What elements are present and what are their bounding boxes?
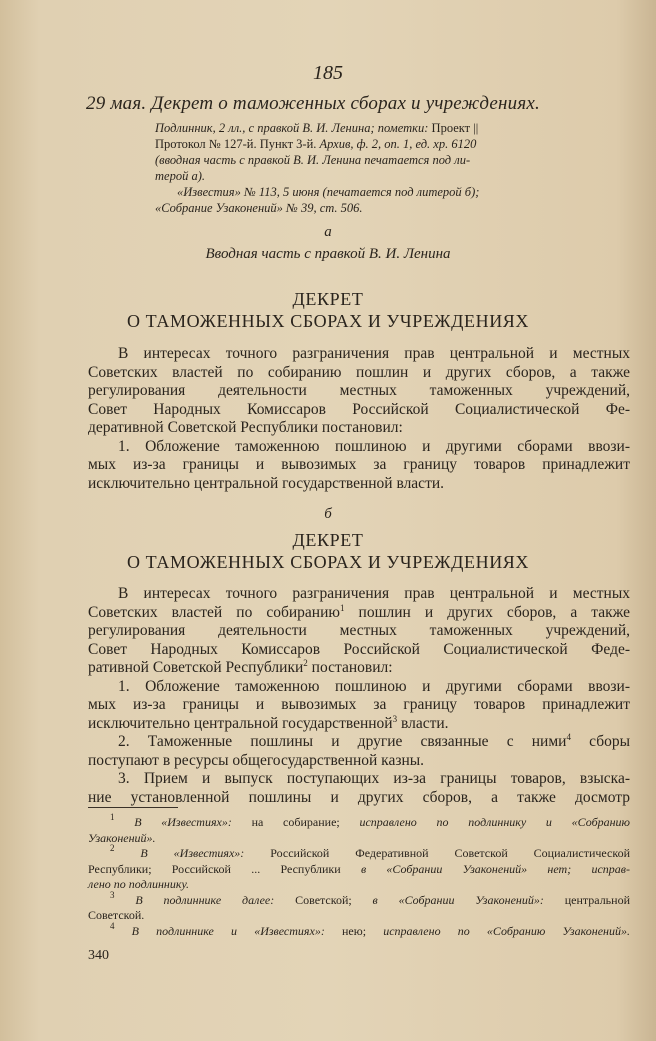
footnote-ref: 2 xyxy=(303,658,308,668)
footnote-divider xyxy=(88,807,178,808)
footnotes xyxy=(88,812,631,939)
body-text: пошлин и других сборов, а также xyxy=(358,603,631,621)
body-line: мых из-за границы и вывозимых за границу товаров принадлежит xyxy=(88,696,630,713)
part-a-body xyxy=(88,345,630,493)
part-b-body xyxy=(88,585,630,807)
footnote-ref: 1 xyxy=(339,602,345,613)
source-note-line: «Известия» № 113, 5 июня (печатается под литерой б); xyxy=(177,185,480,199)
source-note-line: терой а). xyxy=(155,169,205,183)
part-b-title-line: ДЕКРЕТ xyxy=(292,530,364,550)
source-note-line xyxy=(155,136,625,152)
footnote-line: Узаконений». xyxy=(88,830,156,845)
body-line xyxy=(88,659,630,678)
body-line: В интересах точного разграничения прав центральной и местных xyxy=(118,585,630,602)
footnote-line: лено по подлиннику. xyxy=(88,877,190,891)
body-line: деративной Советской Республики постановил: xyxy=(88,419,403,436)
body-line: 1. Обложение таможенною пошлиною и другими сборами ввози- xyxy=(118,437,630,455)
part-a-title-line: ДЕКРЕТ xyxy=(292,289,364,309)
body-text: исключительно центральной государственной xyxy=(88,714,393,732)
footnote-text: центральной xyxy=(543,892,630,907)
body-line: Совет Народных Комиссаров Российской Социалистической Фе- xyxy=(88,400,630,418)
body-line xyxy=(88,733,630,752)
body-line: мых из-за границы и вывозимых за границу товаров принадлежит xyxy=(88,456,630,473)
footnote-line xyxy=(88,920,630,940)
body-text: Советских властей по собиранию xyxy=(88,603,340,621)
source-note xyxy=(155,120,625,216)
footnote-line xyxy=(88,862,630,878)
footnote-text: В «Известиях»: xyxy=(140,846,245,860)
body-text: сборы xyxy=(589,733,631,750)
source-note-text: Подлинник, 2 лл., с правкой В. И. Ленина; пометки: xyxy=(155,121,429,135)
body-text: постановил: xyxy=(311,659,393,676)
footnote-text: Советской; xyxy=(274,892,352,907)
footnote-number: 3 xyxy=(110,889,115,900)
body-line: регулирования деятельности местных таможенных учреждений, xyxy=(88,382,630,399)
source-note-text: Архив, ф. 2, оп. 1, ед. хр. 6120 xyxy=(316,137,477,151)
footnote-text: в «Собрании Узаконений» нет; исправ- xyxy=(340,861,630,876)
footnote-text: В подлиннике и «Известиях»: xyxy=(131,923,325,938)
body-line: регулирования деятельности местных таможенных учреждений, xyxy=(88,622,630,639)
part-a-letter: а xyxy=(324,224,332,240)
part-b-title xyxy=(0,529,656,573)
footnote-text: на собирание; xyxy=(231,815,340,829)
footnote-text: В «Известиях»: xyxy=(134,815,232,829)
body-text: ративной Советской Республики xyxy=(88,659,304,676)
body-line: ние установленной пошлины и других сборов, а также досмотр xyxy=(88,788,630,806)
footnote-ref: 3 xyxy=(392,713,398,724)
part-a-title xyxy=(0,288,656,332)
footnote-text: нею; xyxy=(324,923,367,938)
footnote-text: в «Собрании Узаконений»: xyxy=(351,892,544,907)
footnote-number: 2 xyxy=(110,843,115,853)
body-line: исключительно центральной государственной власти. xyxy=(88,474,445,492)
body-text: власти. xyxy=(400,714,449,732)
body-line xyxy=(88,604,630,623)
footnote-line xyxy=(88,889,630,909)
part-b-letter: б xyxy=(324,506,332,522)
source-note-text: Протокол № 127-й. Пункт 3-й. xyxy=(155,137,317,151)
body-line: Советских властей по собиранию пошлин и других сборов, а также xyxy=(88,363,630,381)
footnote-line: Советской. xyxy=(88,908,145,922)
part-a-subtitle: Вводная часть с правкой В. И. Ленина xyxy=(205,246,451,262)
source-note-line: «Собрание Узаконений» № 39, ст. 506. xyxy=(155,201,363,215)
footnote-text: Республики; Российской ... Республики xyxy=(88,861,341,876)
source-note-text: Проект || xyxy=(428,121,479,135)
footnote-line xyxy=(88,843,630,862)
document-number: 185 xyxy=(313,62,343,84)
body-text: 2. Таможенные пошлины и другие связанные с ними xyxy=(118,733,567,750)
page-number: 340 xyxy=(88,948,109,963)
footnote-text: Российской Федеративной Советской Социалистической xyxy=(244,846,630,860)
body-line: 1. Обложение таможенною пошлиною и другими сборами ввози- xyxy=(118,677,630,695)
source-note-line xyxy=(155,120,625,136)
footnote-ref: 4 xyxy=(566,732,571,742)
body-line: поступают в ресурсы общегосударственной казны. xyxy=(88,751,425,769)
footnote-number: 4 xyxy=(110,920,115,931)
body-line: 3. Прием и выпуск поступающих из-за границы товаров, взыска- xyxy=(118,770,630,787)
footnote-text: В подлиннике далее: xyxy=(135,892,275,907)
part-a-title-line: О ТАМОЖЕННЫХ СБОРАХ И УЧРЕЖДЕНИЯХ xyxy=(126,311,530,331)
footnote-text: исправлено по «Собранию Узаконений». xyxy=(366,923,630,938)
footnote-number: 1 xyxy=(110,812,115,822)
document-heading: 29 мая. Декрет о таможенных сборах и учреждениях. xyxy=(86,93,540,114)
body-line xyxy=(88,715,630,734)
part-b-title-line: О ТАМОЖЕННЫХ СБОРАХ И УЧРЕЖДЕНИЯХ xyxy=(126,552,530,572)
body-line: Совет Народных Комиссаров Российской Социалистической Феде- xyxy=(88,640,630,658)
body-line: В интересах точного разграничения прав центральной и местных xyxy=(118,345,630,362)
footnote-line xyxy=(88,812,631,831)
source-note-line: (вводная часть с правкой В. И. Ленина печатается под ли- xyxy=(155,153,471,167)
footnote-text: исправлено по подлиннику и «Собранию xyxy=(339,815,631,829)
